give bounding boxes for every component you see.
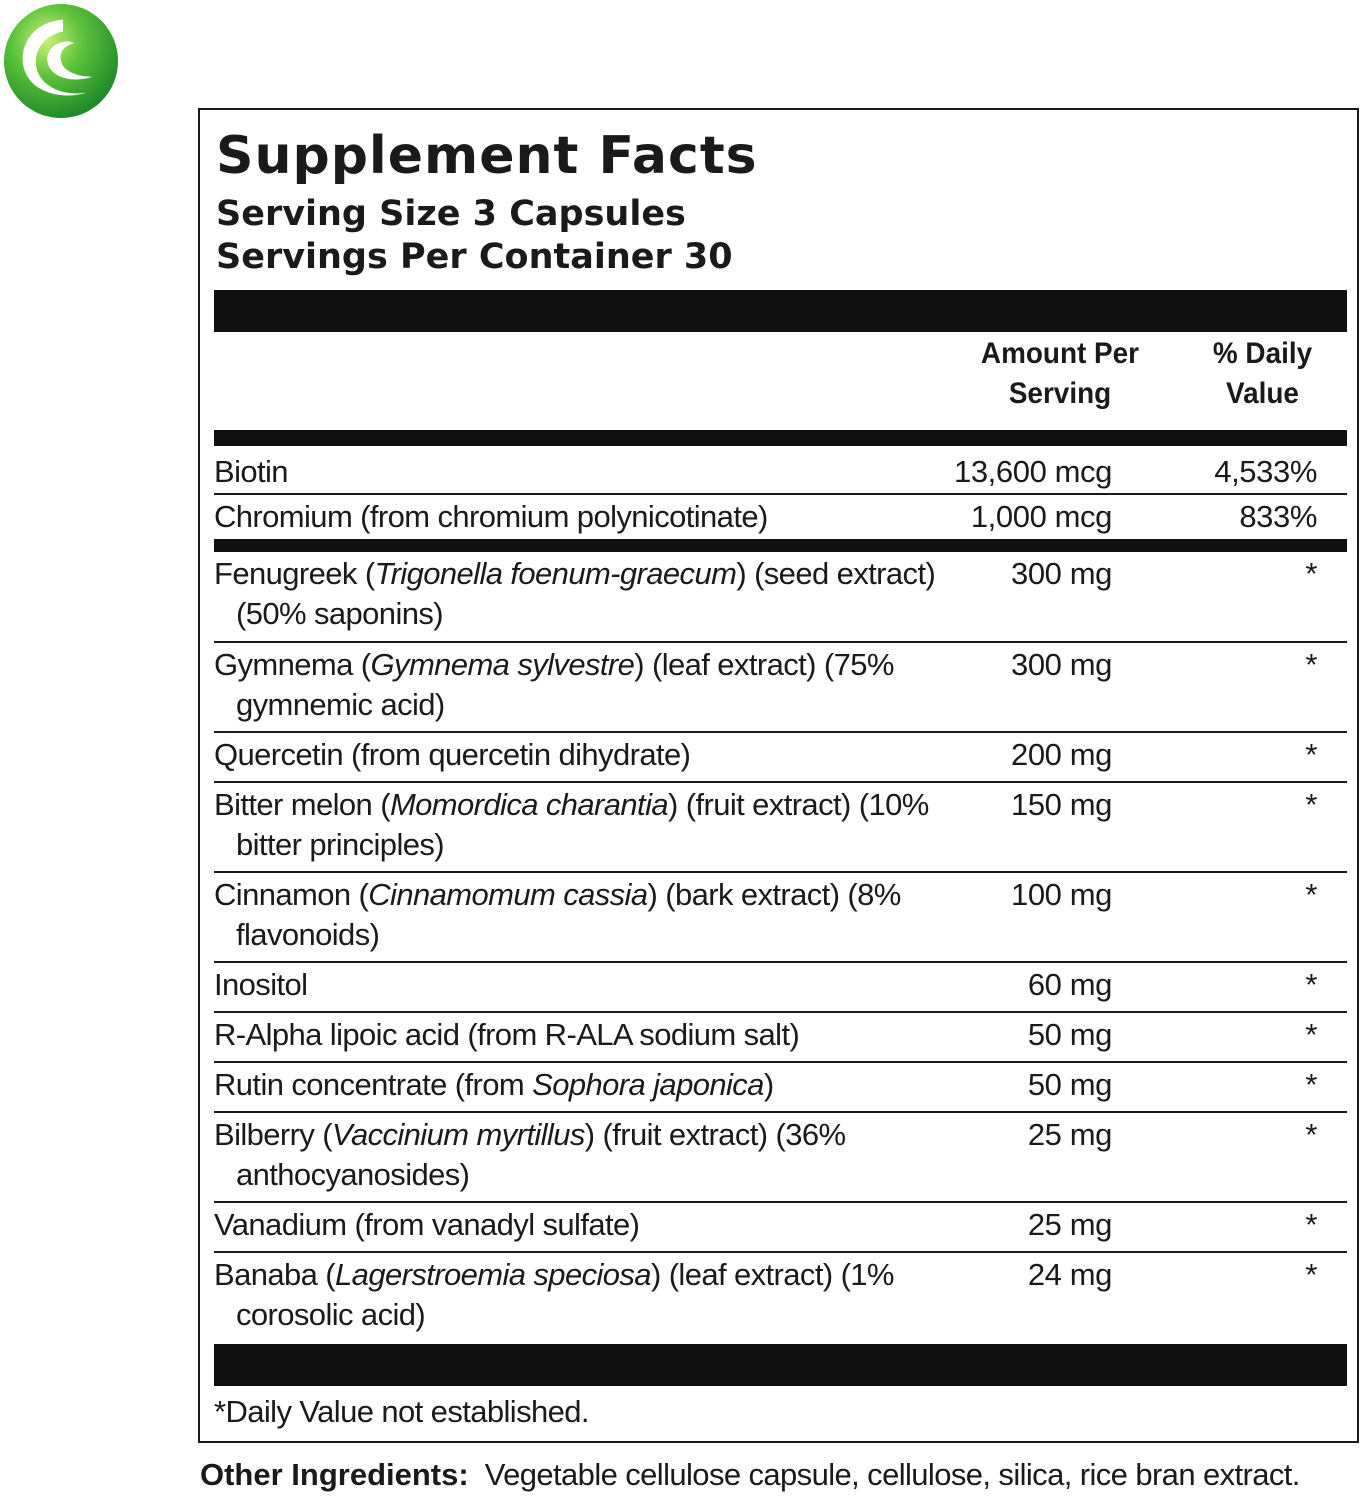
nutrient-table	[214, 450, 1347, 1343]
row-daily-value: *	[1305, 787, 1317, 822]
servings-per-container: Servings Per Container 30	[216, 237, 733, 277]
table-row	[214, 552, 1347, 643]
table-row	[214, 873, 1347, 963]
row-daily-value: 833%	[1239, 499, 1317, 534]
column-header-amount-line2: Serving	[1008, 377, 1112, 410]
table-row	[214, 1253, 1347, 1343]
serving-size: Serving Size 3 Capsules	[216, 194, 686, 234]
other-ingredients-label: Other Ingredients:	[200, 1457, 469, 1492]
row-name: Banaba (Lagerstroemia speciosa) (leaf extract) (1% corosolic acid)	[214, 1257, 894, 1332]
row-amount: 200 mg	[1011, 737, 1112, 772]
table-row	[214, 1063, 1347, 1113]
table-row	[214, 643, 1347, 733]
row-daily-value: *	[1305, 647, 1317, 682]
row-amount: 150 mg	[1011, 787, 1112, 822]
table-row	[214, 1203, 1347, 1253]
column-header-daily-value	[1186, 334, 1339, 414]
column-header-dv-line2: Value	[1226, 377, 1299, 410]
table-row	[214, 783, 1347, 873]
table-row	[214, 1113, 1347, 1203]
table-row	[214, 495, 1347, 552]
row-name: R-Alpha lipoic acid (from R-ALA sodium salt)	[214, 1017, 800, 1052]
row-name: Chromium (from chromium polynicotinate)	[214, 499, 768, 534]
divider-bar-bottom	[214, 1344, 1347, 1386]
row-name: Biotin	[214, 454, 288, 489]
column-header-amount-line1: Amount Per	[980, 337, 1140, 370]
row-amount: 25 mg	[1027, 1207, 1112, 1242]
row-name: Fenugreek (Trigonella foenum-graecum) (seed extract) (50% saponins)	[214, 556, 936, 631]
row-name: Quercetin (from quercetin dihydrate)	[214, 737, 691, 772]
row-name: Inositol	[214, 967, 308, 1002]
daily-value-footnote: *Daily Value not established.	[214, 1394, 589, 1429]
table-row	[214, 963, 1347, 1013]
row-name: Cinnamon (Cinnamomum cassia) (bark extract) (8% flavonoids)	[214, 877, 901, 952]
row-amount: 100 mg	[1011, 877, 1112, 912]
row-amount: 25 mg	[1027, 1117, 1112, 1152]
row-daily-value: *	[1305, 1017, 1317, 1052]
row-amount: 50 mg	[1027, 1067, 1112, 1102]
row-name: Vanadium (from vanadyl sulfate)	[214, 1207, 640, 1242]
row-amount: 24 mg	[1027, 1257, 1112, 1292]
row-daily-value: *	[1305, 1067, 1317, 1102]
row-name: Bitter melon (Momordica charantia) (fruit extract) (10% bitter principles)	[214, 787, 929, 862]
row-name: Bilberry (Vaccinium myrtillus) (fruit extract) (36% anthocyanosides)	[214, 1117, 846, 1192]
brand-logo-icon	[2, 2, 120, 120]
table-row	[214, 1013, 1347, 1063]
row-daily-value: 4,533%	[1214, 454, 1317, 489]
row-name: Rutin concentrate (from Sophora japonica)	[214, 1067, 774, 1102]
row-amount: 1,000 mcg	[970, 499, 1112, 534]
row-daily-value: *	[1305, 1207, 1317, 1242]
row-daily-value: *	[1305, 1257, 1317, 1292]
divider-bar-header	[214, 430, 1347, 446]
label-title: Supplement Facts	[216, 126, 758, 186]
row-daily-value: *	[1305, 737, 1317, 772]
row-amount: 60 mg	[1027, 967, 1112, 1002]
supplement-facts-panel	[198, 108, 1359, 1443]
other-ingredients-text: Vegetable cellulose capsule, cellulose, silica, rice bran extract.	[484, 1457, 1300, 1492]
other-ingredients	[200, 1455, 1300, 1495]
row-name: Gymnema (Gymnema sylvestre) (leaf extract) (75% gymnemic acid)	[214, 647, 894, 722]
column-header-dv-line1: % Daily	[1212, 337, 1313, 370]
row-amount: 300 mg	[1011, 647, 1112, 682]
row-amount: 50 mg	[1027, 1017, 1112, 1052]
table-row	[214, 733, 1347, 783]
row-daily-value: *	[1305, 1117, 1317, 1152]
divider-bar-top	[214, 290, 1347, 332]
row-daily-value: *	[1305, 877, 1317, 912]
row-daily-value: *	[1305, 556, 1317, 591]
row-amount: 300 mg	[1011, 556, 1112, 591]
table-row	[214, 450, 1347, 495]
row-amount: 13,600 mcg	[954, 454, 1112, 489]
column-header-amount	[962, 334, 1157, 414]
row-daily-value: *	[1305, 967, 1317, 1002]
